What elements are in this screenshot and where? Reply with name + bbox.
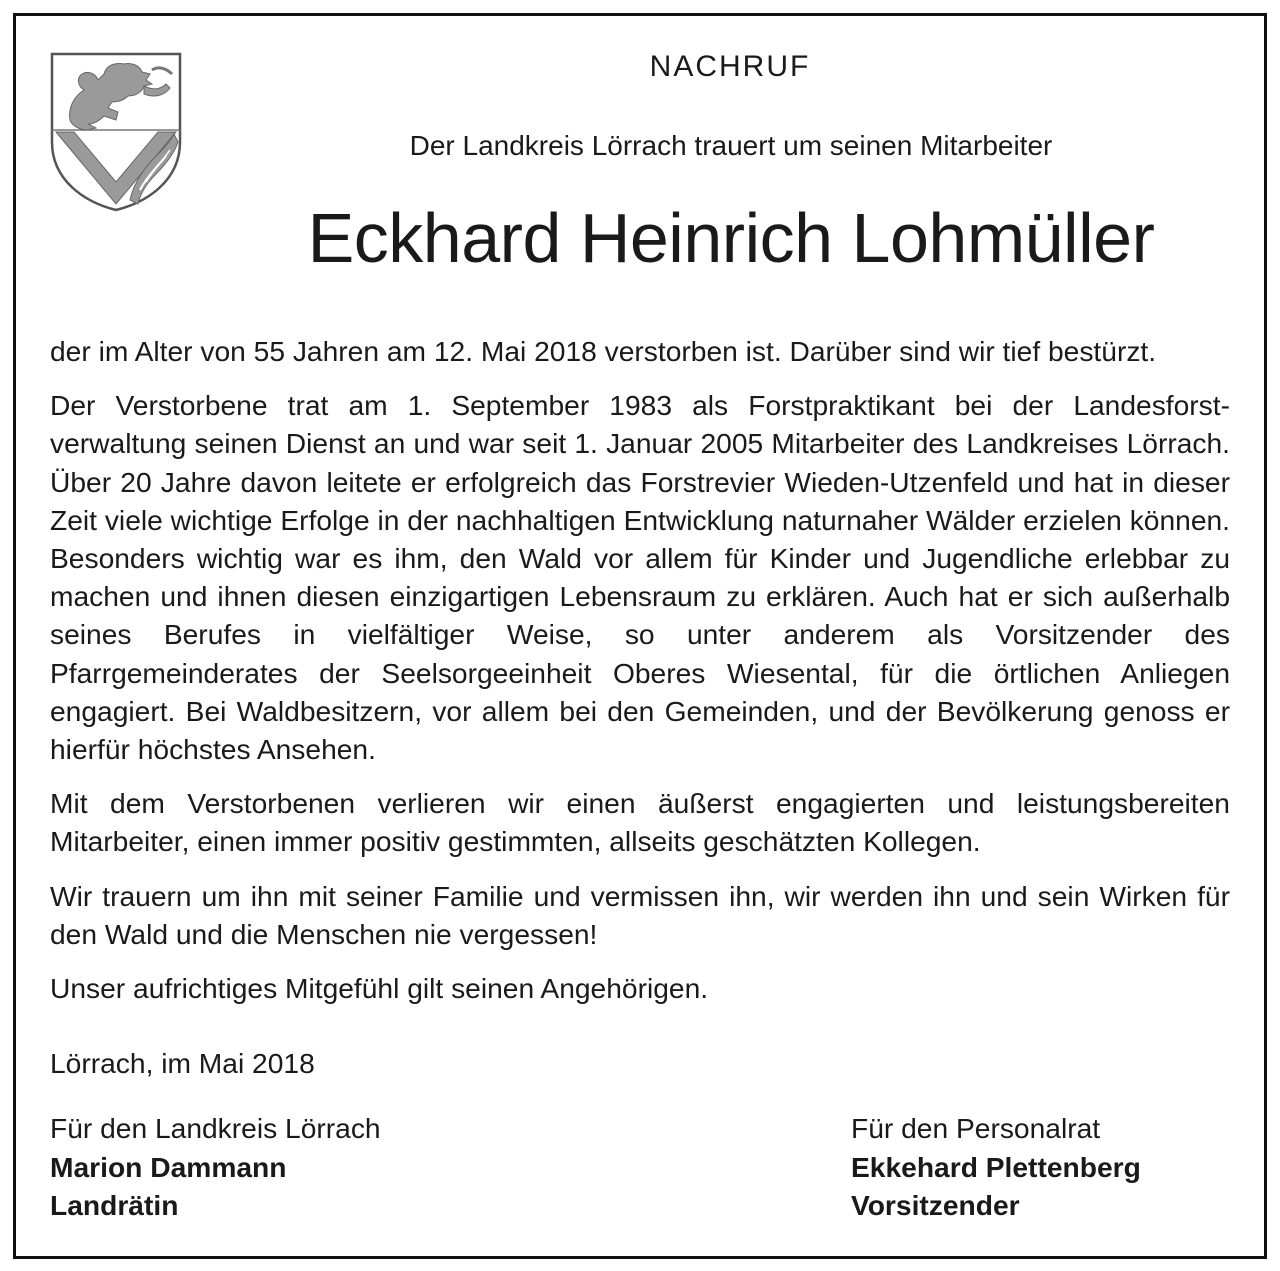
signature-title: Vorsitzender (851, 1189, 1020, 1221)
deceased-name: Eckhard Heinrich Lohmüller (307, 199, 1155, 277)
signature-org: Für den Personalrat (851, 1112, 1101, 1144)
signature-block-left (50, 1109, 381, 1225)
signature-block-right (851, 1109, 1141, 1225)
body-paragraph: Mit dem Verstorbenen verlieren wir einen äußerst engagierten und leistungsbereiten Mitarbeiter, einen immer positiv gestimmten, allseits geschätzten Kollegen. (50, 787, 1230, 858)
signature-name: Marion Dammann (50, 1150, 287, 1183)
body-paragraph: Unser aufrichtiges Mitgefühl gilt seinen Angehörigen. (50, 972, 709, 1005)
place-date: Lörrach, im Mai 2018 (50, 1047, 315, 1079)
body-paragraph: der im Alter von 55 Jahren am 12. Mai 2018 verstorben ist. Darüber sind wir tief bestürzt. (50, 335, 1157, 367)
notice-heading: NACHRUF (649, 50, 811, 83)
body-paragraph: Der Verstorbene trat am 1. September 1983 als Forstpraktikant bei der Landesforst-verwaltung seinen Dienst an und war seit 1. Januar 2005 Mitarbeiter des Landkreises Lörrach. Über 20 Jahre davon leitete er erfolgreich das Forstrevier Wieden-Utzenfeld und hat in dieser Zeit viele wichtige Erfolge in der nachhaltigen Entwicklung naturnaher Wälder erzielen können. Besonders wichtig war es ihm, den Wald vor allem für Kinder und Jugendliche erlebbar zu machen und ihnen diesen einzigartigen Lebensraum zu erklären. Auch hat er sich außerhalb seines Berufes in vielfältiger Weise, so unter anderem als Vorsitzender des Pfarrgemeinderates der Seelsorgeeinheit Oberes Wiesental, für die örtlichen Anliegen engagiert. Bei Waldbesitzern, vor allem bei den Gemeinden, und der Bevölkerung genoss er hierfür höchstes Ansehen. (50, 389, 1230, 766)
body-paragraph: Wir trauern um ihn mit seiner Familie und vermissen ihn, wir werden ihn und sein Wirken für den Wald und die Menschen nie vergessen! (50, 879, 1230, 950)
signature-title: Landrätin (50, 1189, 179, 1221)
signature-org: Für den Landkreis Lörrach (50, 1112, 381, 1144)
signature-name: Ekkehard Plettenberg (851, 1150, 1141, 1183)
coat-of-arms-icon (48, 50, 184, 212)
notice-intro: Der Landkreis Lörrach trauert um seinen Mitarbeiter (409, 130, 1053, 161)
notice-body (50, 332, 1230, 1007)
